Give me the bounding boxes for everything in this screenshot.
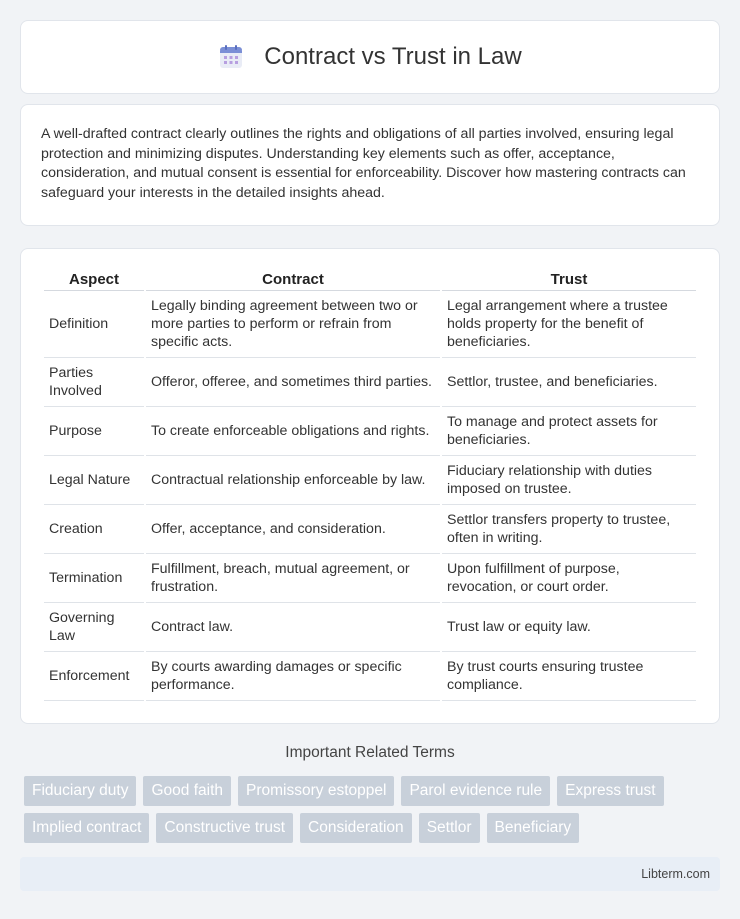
table-header-row bbox=[44, 269, 696, 291]
aspect-cell: Definition bbox=[44, 291, 144, 358]
table-row bbox=[44, 456, 696, 505]
table-row bbox=[44, 603, 696, 652]
contract-cell: Legally binding agreement between two or more parties to perform or refrain from specific acts. bbox=[146, 291, 440, 358]
contract-cell: Contract law. bbox=[146, 603, 440, 652]
aspect-cell: Parties Involved bbox=[44, 358, 144, 407]
trust-cell: Upon fulfillment of purpose, revocation, or court order. bbox=[442, 554, 696, 603]
contract-cell: Contractual relationship enforceable by law. bbox=[146, 456, 440, 505]
aspect-cell: Termination bbox=[44, 554, 144, 603]
intro-card bbox=[20, 104, 720, 226]
table-row bbox=[44, 652, 696, 701]
column-header-trust: Trust bbox=[442, 269, 696, 291]
contract-cell: Offer, acceptance, and consideration. bbox=[146, 505, 440, 554]
table-row bbox=[44, 505, 696, 554]
contract-cell: Fulfillment, breach, mutual agreement, or frustration. bbox=[146, 554, 440, 603]
term-tag[interactable]: Express trust bbox=[557, 776, 663, 806]
column-header-aspect: Aspect bbox=[44, 269, 144, 291]
page-title: Contract vs Trust in Law bbox=[264, 43, 522, 70]
term-tag[interactable]: Implied contract bbox=[24, 813, 149, 843]
aspect-cell: Legal Nature bbox=[44, 456, 144, 505]
aspect-cell: Governing Law bbox=[44, 603, 144, 652]
intro-text: A well-drafted contract clearly outlines the rights and obligations of all parties involved, ensuring legal protection and minimizing disputes. Understanding key elements such as offer, acceptance, consideration, and mutual consent is essential for enforceability. Discover how mastering contracts can safeguard your interests in the detailed insights ahead. bbox=[41, 126, 686, 201]
term-tag[interactable]: Settlor bbox=[419, 813, 480, 843]
comparison-table bbox=[42, 269, 698, 701]
footer-site-link[interactable]: Libterm.com bbox=[641, 867, 710, 881]
term-tag[interactable]: Promissory estoppel bbox=[238, 776, 394, 806]
contract-cell: By courts awarding damages or specific performance. bbox=[146, 652, 440, 701]
term-tag[interactable]: Parol evidence rule bbox=[401, 776, 550, 806]
contract-cell: To create enforceable obligations and rights. bbox=[146, 407, 440, 456]
aspect-cell: Creation bbox=[44, 505, 144, 554]
term-tag[interactable]: Good faith bbox=[143, 776, 231, 806]
table-row bbox=[44, 358, 696, 407]
comparison-card bbox=[20, 248, 720, 724]
calendar-icon bbox=[218, 44, 244, 70]
trust-cell: Settlor transfers property to trustee, often in writing. bbox=[442, 505, 696, 554]
related-terms-title: Important Related Terms bbox=[285, 744, 455, 761]
trust-cell: Settlor, trustee, and beneficiaries. bbox=[442, 358, 696, 407]
trust-cell: To manage and protect assets for beneficiaries. bbox=[442, 407, 696, 456]
trust-cell: By trust courts ensuring trustee compliance. bbox=[442, 652, 696, 701]
column-header-contract: Contract bbox=[146, 269, 440, 291]
aspect-cell: Purpose bbox=[44, 407, 144, 456]
trust-cell: Trust law or equity law. bbox=[442, 603, 696, 652]
contract-cell: Offeror, offeree, and sometimes third parties. bbox=[146, 358, 440, 407]
related-terms-list bbox=[20, 776, 720, 843]
table-row bbox=[44, 554, 696, 603]
footer bbox=[20, 857, 720, 891]
term-tag[interactable]: Fiduciary duty bbox=[24, 776, 136, 806]
trust-cell: Legal arrangement where a trustee holds property for the benefit of beneficiaries. bbox=[442, 291, 696, 358]
page-header bbox=[20, 20, 720, 94]
term-tag[interactable]: Constructive trust bbox=[156, 813, 293, 843]
trust-cell: Fiduciary relationship with duties imposed on trustee. bbox=[442, 456, 696, 505]
term-tag[interactable]: Consideration bbox=[300, 813, 412, 843]
table-row bbox=[44, 407, 696, 456]
aspect-cell: Enforcement bbox=[44, 652, 144, 701]
term-tag[interactable]: Beneficiary bbox=[487, 813, 580, 843]
table-row bbox=[44, 291, 696, 358]
